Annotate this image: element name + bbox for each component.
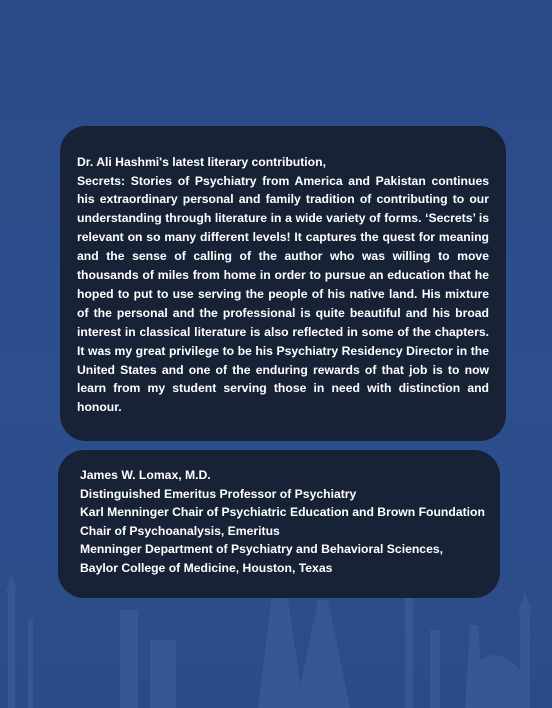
author-name: James W. Lomax, M.D.: [80, 468, 211, 482]
author-institution: Baylor College of Medicine, Houston, Texas: [80, 560, 333, 575]
author-chair-title-continued: Chair of Psychoanalysis, Emeritus: [80, 523, 280, 538]
testimonial-card: [60, 126, 506, 441]
author-title: Distinguished Emeritus Professor of Psychiatry: [80, 486, 357, 501]
author-chair-title: Karl Menninger Chair of Psychiatric Education and Brown Foundation: [80, 505, 485, 520]
testimonial-body: Secrets: Stories of Psychiatry from America and Pakistan continues his extraordinary personal and family tradition of contributing to our understanding through literature in a wide variety of forms. ‘Secrets’ is relevant on so many different levels! It captures the quest for meaning and the sense of calling of the author who was willing to move thousands of miles from home in order to pursue an education that he hoped to put to use serving the people of his native land. His mixture of the personal and the professional is quite beautiful and his broad interest in classical literature is also reflected in some of the chapters. It was my great privilege to be his Psychiatry Residency Director in the United States and one of the enduring rewards of that job is to now learn from my student serving those in need with distinction and honour.: [77, 173, 489, 415]
author-signature-card: [58, 450, 500, 598]
testimonial-intro: Dr. Ali Hashmi's latest literary contribution,: [77, 155, 326, 169]
author-department: Menninger Department of Psychiatry and Behavioral Sciences,: [80, 542, 444, 557]
